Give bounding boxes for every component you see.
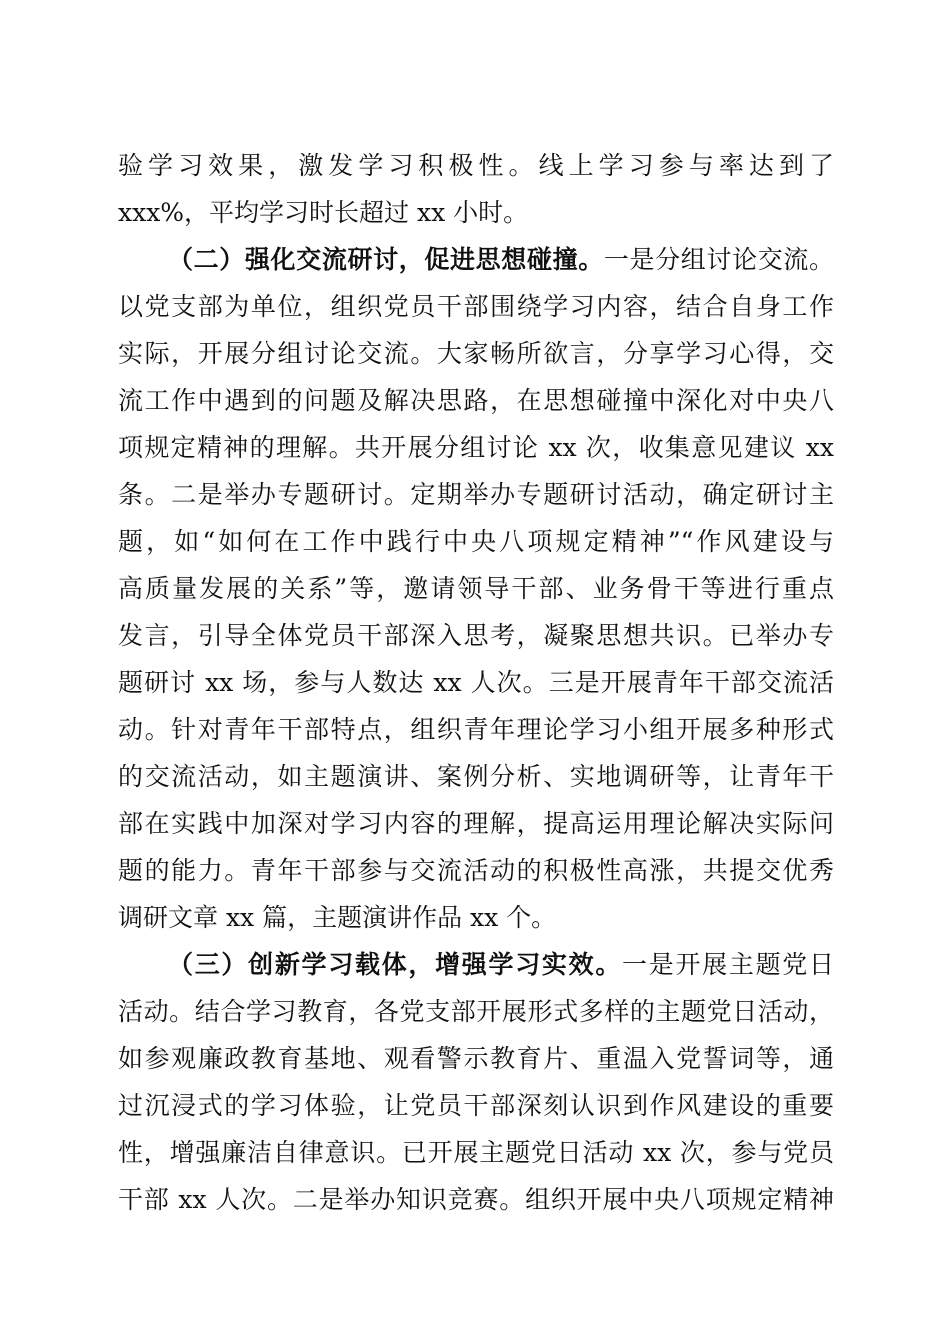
document-body: [118, 142, 834, 1223]
paragraph-2-line-6: 条。二是举办专题研讨。定期举办专题研讨活动，确定研讨主: [118, 480, 834, 509]
paragraph-2-line-15: 调研文章 xx 篇，主题演讲作品 xx 个。: [118, 903, 557, 932]
paragraph-2-line-3: 实际，开展分组讨论交流。大家畅所欲言，分享学习心得，交: [118, 339, 834, 368]
paragraph-3-line-6: 干部 xx 人次。二是举办知识竞赛。组织开展中央八项规定精神: [118, 1185, 834, 1214]
paragraph-2-line-13: 部在实践中加深对学习内容的理解，提高运用理论解决实际问: [118, 809, 834, 838]
paragraph-3-first-line-text: 一是开展主题党日: [622, 950, 834, 979]
paragraph-2-line-11: 动。针对青年干部特点，组织青年理论学习小组开展多种形式: [118, 715, 834, 744]
paragraph-3-line-4: 过沉浸式的学习体验，让党员干部深刻认识到作风建设的重要: [118, 1091, 834, 1120]
paragraph-2-first-line-text: 一是分组讨论交流。: [603, 245, 834, 274]
paragraph-1-line-1: 验学习效果，激发学习积极性。线上学习参与率达到了: [118, 151, 834, 180]
paragraph-2-line-10: 题研讨 xx 场，参与人数达 xx 人次。三是开展青年干部交流活: [118, 668, 834, 697]
paragraph-2-line-4: 流工作中遇到的问题及解决思路，在思想碰撞中深化对中央八: [118, 386, 834, 415]
paragraph-2-line-14: 题的能力。青年干部参与交流活动的积极性高涨，共提交优秀: [118, 856, 834, 885]
paragraph-2-line-9: 发言，引导全体党员干部深入思考，凝聚思想共识。已举办专: [118, 621, 834, 650]
paragraph-2-line-8: 高质量发展的关系”等，邀请领导干部、业务骨干等进行重点: [118, 574, 834, 603]
paragraph-3-line-5: 性，增强廉洁自律意识。已开展主题党日活动 xx 次，参与党员: [118, 1138, 834, 1167]
paragraph-2-line-7: 题，如“如何在工作中践行中央八项规定精神”“作风建设与: [118, 527, 834, 556]
paragraph-3-line-3: 如参观廉政教育基地、观看警示教育片、重温入党誓词等，通: [118, 1044, 834, 1073]
paragraph-3-line-2: 活动。结合学习教育，各党支部开展形式多样的主题党日活动，: [118, 997, 834, 1026]
paragraph-2-line-2: 以党支部为单位，组织党员干部围绕学习内容，结合自身工作: [118, 292, 834, 321]
paragraph-2-line-12: 的交流活动，如主题演讲、案例分析、实地调研等，让青年干: [118, 762, 834, 791]
paragraph-2-first-line: [118, 236, 834, 283]
section-heading-2: （二）强化交流研讨，促进思想碰撞。: [168, 245, 604, 274]
paragraph-3-first-line: [118, 941, 834, 988]
section-heading-3: （三）创新学习载体，增强学习实效。: [168, 950, 623, 979]
paragraph-1-line-2: xxx%，平均学习时长超过 xx 小时。: [118, 198, 529, 227]
paragraph-2-line-5: 项规定精神的理解。共开展分组讨论 xx 次，收集意见建议 xx: [118, 433, 834, 462]
